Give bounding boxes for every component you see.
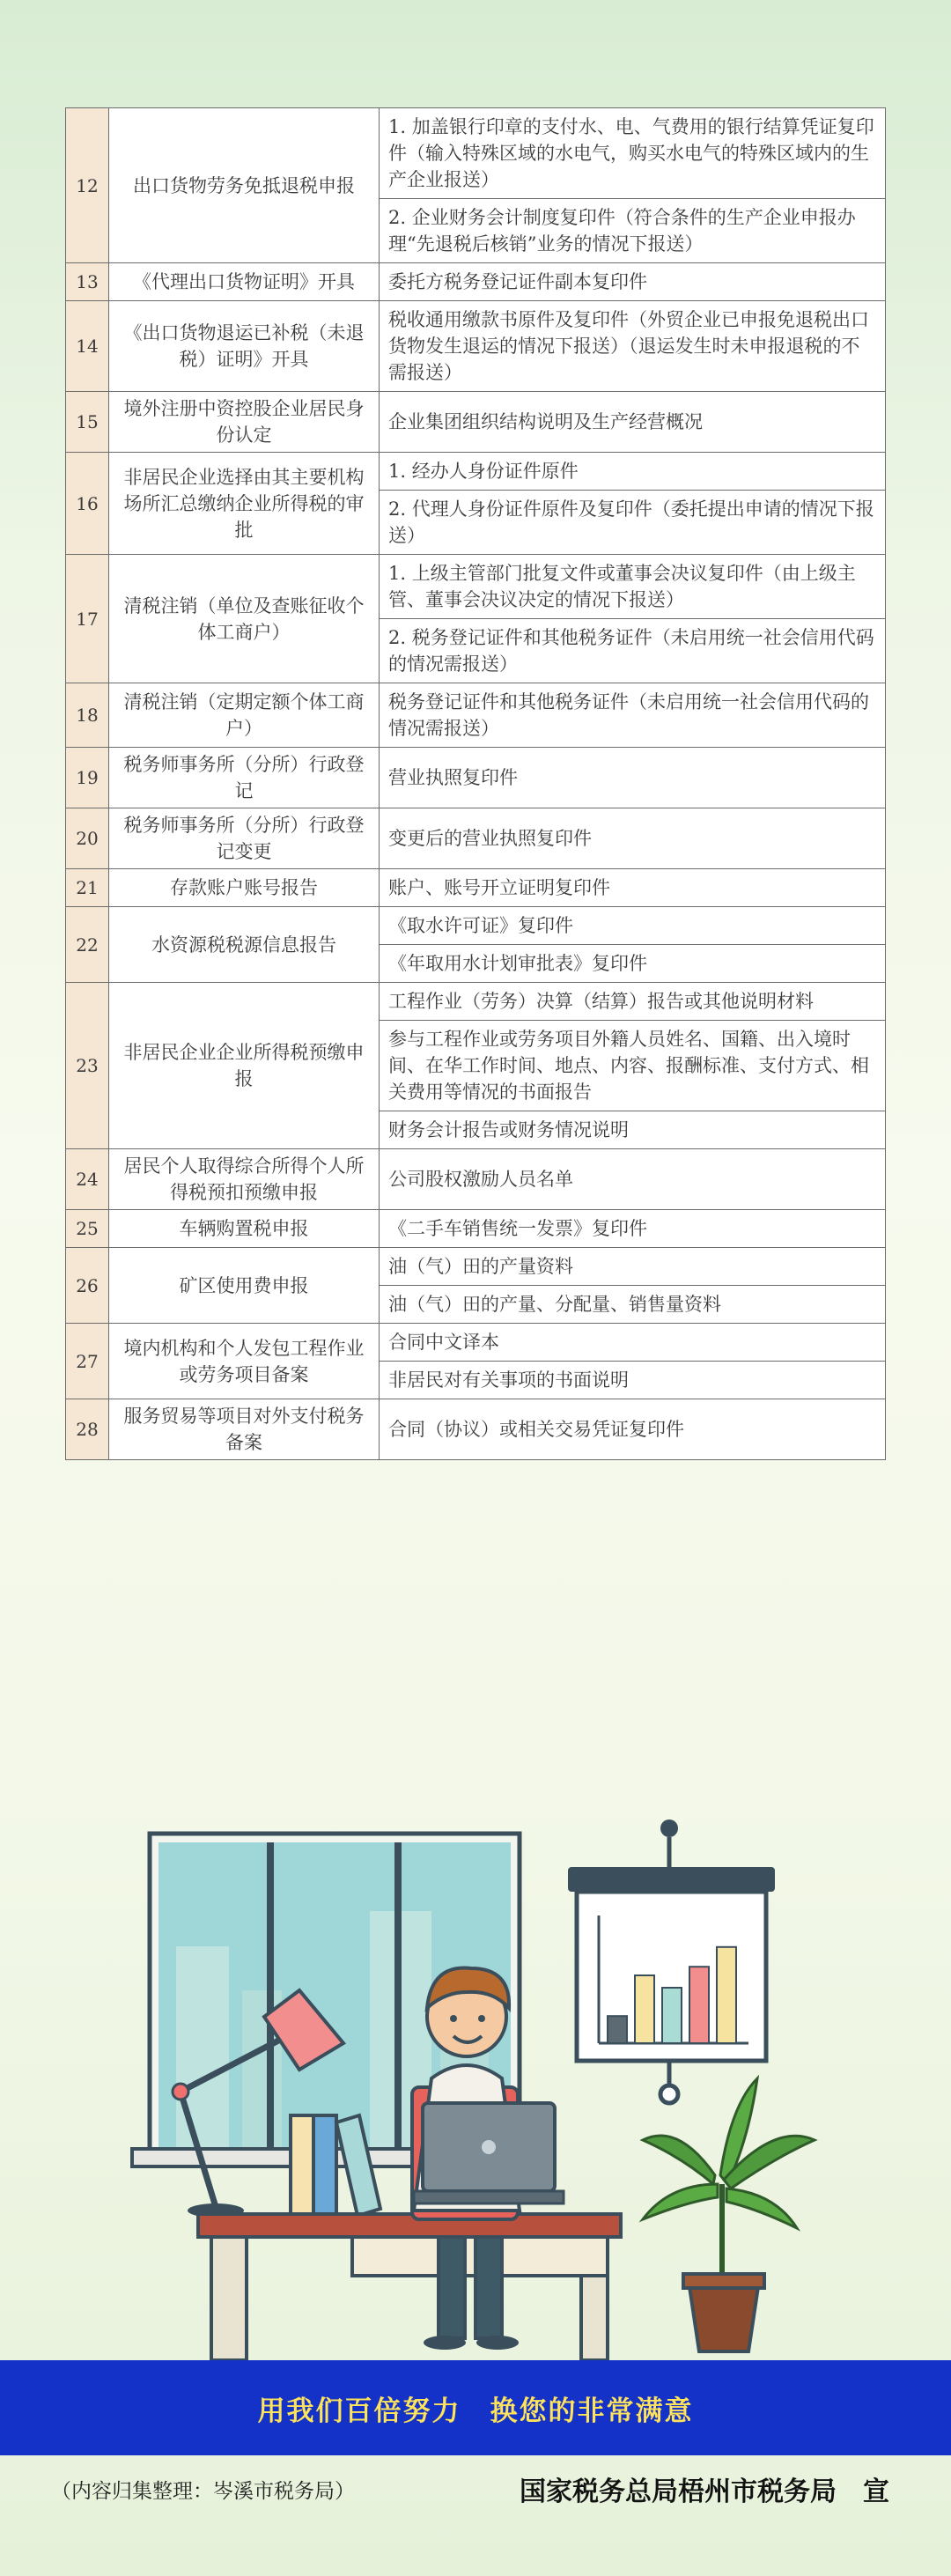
row-number: 20 — [66, 808, 109, 869]
man-with-laptop-icon — [412, 1968, 564, 2350]
row-number: 18 — [66, 683, 109, 748]
item-name: 境内机构和个人发包工程作业或劳务项目备案 — [109, 1324, 380, 1399]
row-number: 19 — [66, 748, 109, 808]
required-material: 1. 经办人身份证件原件 — [380, 453, 886, 491]
required-material: 《取水许可证》复印件 — [380, 907, 886, 945]
required-material: 税务登记证件和其他税务证件（未启用统一社会信用代码的情况需报送） — [380, 683, 886, 748]
materials-table — [65, 107, 886, 1460]
row-number: 26 — [66, 1248, 109, 1324]
required-material: 油（气）田的产量、分配量、销售量资料 — [380, 1286, 886, 1324]
table-row — [66, 1248, 886, 1286]
table-row — [66, 392, 886, 453]
required-material: 《二手车销售统一发票》复印件 — [380, 1210, 886, 1248]
required-material: 2. 企业财务会计制度复印件（符合条件的生产企业申报办理“先退税后核销”业务的情况下报送） — [380, 199, 886, 263]
item-name: 水资源税税源信息报告 — [109, 907, 380, 983]
item-name: 税务师事务所（分所）行政登记 — [109, 748, 380, 808]
board-chart-bar — [635, 1975, 654, 2043]
required-material: 合同（协议）或相关交易凭证复印件 — [380, 1399, 886, 1460]
required-material: 2. 税务登记证件和其他税务证件（未启用统一社会信用代码的情况需报送） — [380, 619, 886, 683]
row-number: 27 — [66, 1324, 109, 1399]
row-number: 13 — [66, 263, 109, 301]
table-row — [66, 301, 886, 392]
table-row — [66, 683, 886, 748]
table-row — [66, 555, 886, 619]
required-material: 委托方税务登记证件副本复印件 — [380, 263, 886, 301]
footer-issuer: 国家税务总局梧州市税务局 宣 — [520, 2476, 889, 2507]
materials-table-container — [65, 107, 886, 1460]
table-row — [66, 1324, 886, 1362]
required-material: 财务会计报告或财务情况说明 — [380, 1111, 886, 1149]
item-name: 非居民企业选择由其主要机构场所汇总缴纳企业所得税的审批 — [109, 453, 380, 555]
item-name: 存款账户账号报告 — [109, 869, 380, 907]
required-material: 公司股权激励人员名单 — [380, 1149, 886, 1210]
table-row — [66, 983, 886, 1021]
item-name: 居民个人取得综合所得个人所得税预扣预缴申报 — [109, 1149, 380, 1210]
table-row — [66, 453, 886, 491]
item-name: 车辆购置税申报 — [109, 1210, 380, 1248]
item-name: 《出口货物退运已补税（未退税）证明》开具 — [109, 301, 380, 392]
board-chart-bar — [717, 1947, 736, 2043]
row-number: 17 — [66, 555, 109, 683]
row-number: 24 — [66, 1149, 109, 1210]
required-material: 账户、账号开立证明复印件 — [380, 869, 886, 907]
item-name: 境外注册中资控股企业居民身份认定 — [109, 392, 380, 453]
table-row — [66, 748, 886, 808]
required-material: 税收通用缴款书原件及复印件（外贸企业已申报免退税出口货物发生退运的情况下报送）（退运发生时未申报退税的不需报送） — [380, 301, 886, 392]
required-material: 油（气）田的产量资料 — [380, 1248, 886, 1286]
required-material: 营业执照复印件 — [380, 748, 886, 808]
row-number: 23 — [66, 983, 109, 1149]
item-name: 非居民企业企业所得税预缴申报 — [109, 983, 380, 1149]
table-row — [66, 869, 886, 907]
row-number: 12 — [66, 108, 109, 263]
required-material: 工程作业（劳务）决算（结算）报告或其他说明材料 — [380, 983, 886, 1021]
table-row — [66, 907, 886, 945]
board-chart-bar — [662, 1988, 682, 2043]
required-material: 合同中文译本 — [380, 1324, 886, 1362]
required-material: 《年取用水计划审批表》复印件 — [380, 945, 886, 983]
item-name: 服务贸易等项目对外支付税务备案 — [109, 1399, 380, 1460]
required-material: 企业集团组织结构说明及生产经营概况 — [380, 392, 886, 453]
required-material: 1. 加盖银行印章的支付水、电、气费用的银行结算凭证复印件（输入特殊区域的水电气，购买水电气的特殊区域内的生产企业报送） — [380, 108, 886, 199]
potted-plant-icon — [643, 2078, 815, 2351]
board-chart-bar — [689, 1967, 709, 2043]
row-number: 15 — [66, 392, 109, 453]
table-body — [66, 108, 886, 1460]
office-illustration — [0, 1788, 951, 2360]
row-number: 22 — [66, 907, 109, 983]
slogan-banner — [0, 2360, 951, 2455]
row-number: 28 — [66, 1399, 109, 1460]
row-number: 25 — [66, 1210, 109, 1248]
required-material: 1. 上级主管部门批复文件或董事会决议复印件（由上级主管、董事会决议决定的情况下报送） — [380, 555, 886, 619]
item-name: 矿区使用费申报 — [109, 1248, 380, 1324]
item-name: 清税注销（定期定额个体工商户） — [109, 683, 380, 748]
item-name: 清税注销（单位及查账征收个体工商户） — [109, 555, 380, 683]
required-material: 2. 代理人身份证件原件及复印件（委托提出申请的情况下报送） — [380, 491, 886, 555]
item-name: 出口货物劳务免抵退税申报 — [109, 108, 380, 263]
board-chart-bar — [608, 2016, 627, 2043]
presentation-board-icon — [568, 1819, 775, 2103]
row-number: 21 — [66, 869, 109, 907]
table-row — [66, 108, 886, 199]
table-row — [66, 263, 886, 301]
item-name: 《代理出口货物证明》开具 — [109, 263, 380, 301]
item-name: 税务师事务所（分所）行政登记变更 — [109, 808, 380, 869]
table-row — [66, 1149, 886, 1210]
required-material: 参与工程作业或劳务项目外籍人员姓名、国籍、出入境时间、在华工作时间、地点、内容、报酬标准、支付方式、相关费用等情况的书面报告 — [380, 1021, 886, 1111]
footer-source-note: （内容归集整理：岑溪市税务局） — [51, 2480, 355, 2503]
table-row — [66, 1399, 886, 1460]
slogan-text: 用我们百倍努力 换您的非常满意 — [257, 2395, 694, 2427]
row-number: 14 — [66, 301, 109, 392]
required-material: 变更后的营业执照复印件 — [380, 808, 886, 869]
table-row — [66, 808, 886, 869]
row-number: 16 — [66, 453, 109, 555]
table-row — [66, 1210, 886, 1248]
required-material: 非居民对有关事项的书面说明 — [380, 1362, 886, 1399]
desk-icon — [198, 2214, 621, 2360]
